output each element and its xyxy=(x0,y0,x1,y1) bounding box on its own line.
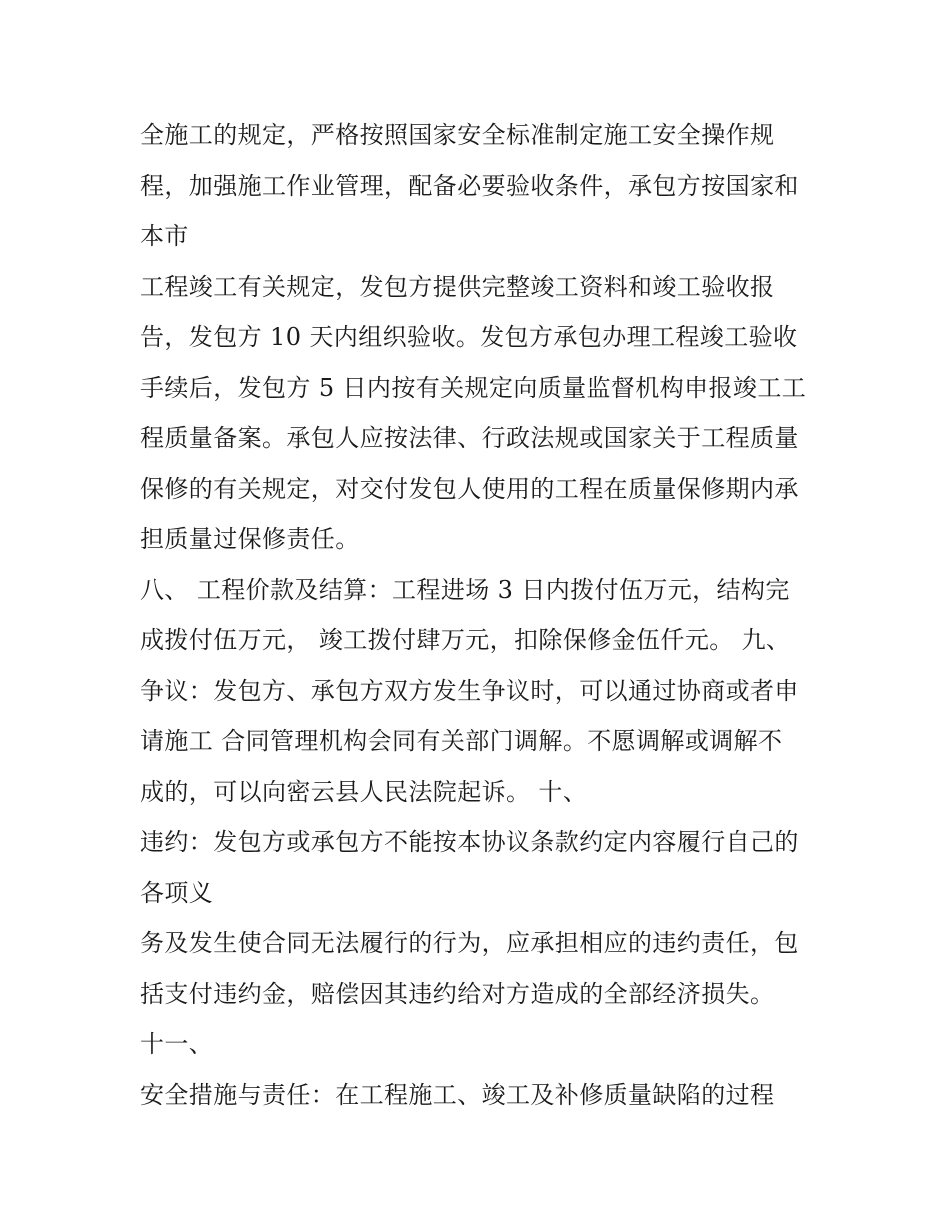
text-line: 括支付违约金，赔偿因其违约给对方造成的全部经济损失。 xyxy=(140,979,775,1008)
section-11-heading-line: 十一、 xyxy=(140,1030,214,1058)
text-line: 手续后，发包方 5 日内按有关规定向质量监督机构申报竣工工 xyxy=(140,373,807,402)
text-line: 全施工的规定，严格按照国家安全标准制定施工安全操作规 xyxy=(140,121,775,149)
text-line: 程质量备案。承包人应按法律、行政法规或国家关于工程质量 xyxy=(140,424,799,452)
text-line: 各项义 xyxy=(140,878,214,907)
text-line: 安全措施与责任：在工程施工、竣工及补修质量缺陷的过程 xyxy=(140,1080,775,1109)
text-line: 本市 xyxy=(140,222,189,250)
text-line: 成拨付伍万元， 竣工拨付肆万元，扣除保修金伍仟元。 九、 xyxy=(140,626,791,654)
text-line: 请施工 合同管理机构会同有关部门调解。不愿调解或调解不 xyxy=(140,727,783,755)
text-line: 工程竣工有关规定，发包方提供完整竣工资料和竣工验收报 xyxy=(140,272,775,301)
text-line: 告，发包方 10 天内组织验收。发包方承包办理工程竣工验收 xyxy=(140,323,798,351)
text-line: 成的，可以向密云县人民法院起诉。 十、 xyxy=(140,777,588,806)
text-line: 保修的有关规定，对交付发包人使用的工程在质量保修期内承 xyxy=(140,474,799,503)
text-line: 担质量过保修责任。 xyxy=(140,525,360,553)
section-8-heading-line: 八、 工程价款及结算：工程进场 3 日内拨付伍万元，结构完 xyxy=(140,575,790,604)
text-line: 争议：发包方、承包方双方发生争议时，可以通过协商或者申 xyxy=(140,676,799,705)
contract-body-text xyxy=(140,110,830,1120)
text-line: 程，加强施工作业管理，配备必要验收条件，承包方按国家和 xyxy=(140,171,799,200)
text-line: 务及发生使合同无法履行的行为，应承担相应的违约责任，包 xyxy=(140,929,799,957)
text-line: 违约：发包方或承包方不能按本协议条款约定内容履行自己的 xyxy=(140,828,799,856)
